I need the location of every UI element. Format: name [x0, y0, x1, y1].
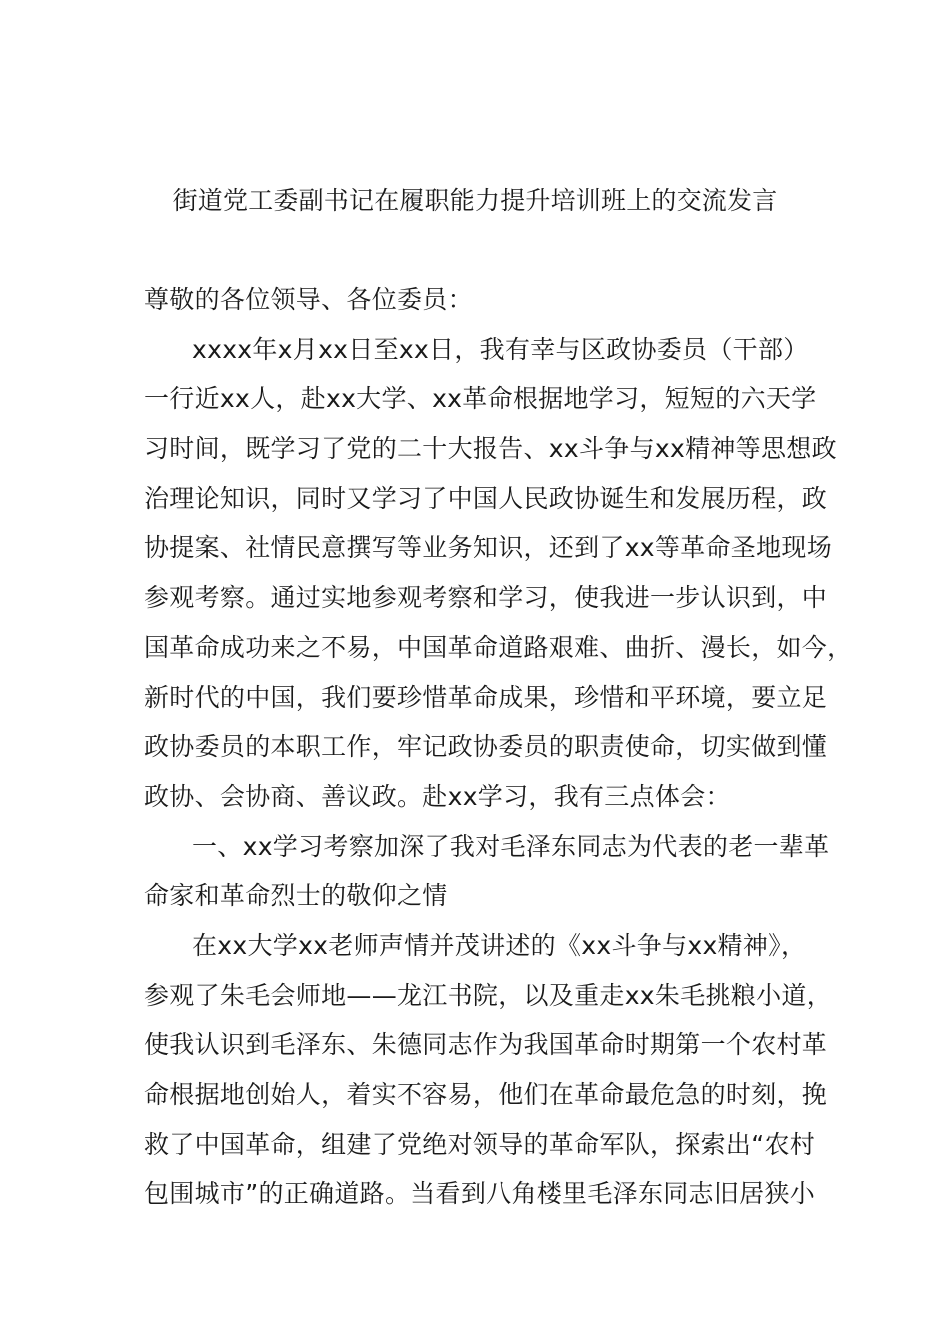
body-line: 协提案、社情民意撰写等业务知识，还到了xx等革命圣地现场 [144, 533, 832, 563]
body-line: 习时间，既学习了党的二十大报告、xx斗争与xx精神等思想政 [144, 434, 837, 464]
body-line: 新时代的中国，我们要珍惜革命成果，珍惜和平环境，要立足 [144, 682, 828, 712]
body-line: 救了中国革命，组建了党绝对领导的革命军队，探索出“农村 [144, 1129, 816, 1159]
body-line: 国革命成功来之不易，中国革命道路艰难、曲折、漫长，如今， [144, 632, 853, 662]
body-line: 命根据地创始人，着实不容易，他们在革命最危急的时刻，挽 [144, 1080, 828, 1109]
body-line: 一、xx学习考察加深了我对毛泽东同志为代表的老一辈革 [192, 831, 830, 861]
body-line: 政协委员的本职工作，牢记政协委员的职责使命，切实做到懂 [144, 732, 828, 762]
body-line: 包围城市”的正确道路。当看到八角楼里毛泽东同志旧居狭小 [144, 1179, 816, 1209]
body-line: 尊敬的各位领导、各位委员： [144, 285, 473, 314]
document-body [144, 282, 853, 1226]
body-line: 使我认识到毛泽东、朱德同志作为我国革命时期第一个农村革 [144, 1030, 828, 1060]
body-line: xxxx年x月xx日至xx日，我有幸与区政协委员（干部） [192, 334, 809, 364]
body-line: 一行近xx人，赴xx大学、xx革命根据地学习，短短的六天学 [144, 384, 817, 414]
body-line: 命家和革命烈士的敬仰之情 [144, 881, 448, 911]
body-line: 在xx大学xx老师声情并茂讲述的《xx斗争与xx精神》， [192, 930, 807, 960]
body-line: 参观考察。通过实地参观考察和学习，使我进一步认识到，中 [144, 583, 828, 613]
document-title: 街道党工委副书记在履职能力提升培训班上的交流发言 [172, 186, 778, 215]
body-line: 参观了朱毛会师地——龙江书院，以及重走xx朱毛挑粮小道， [144, 980, 832, 1010]
body-line: 治理论知识，同时又学习了中国人民政协诞生和发展历程，政 [144, 483, 828, 513]
body-line: 政协、会协商、善议政。赴xx学习，我有三点体会： [144, 781, 731, 811]
